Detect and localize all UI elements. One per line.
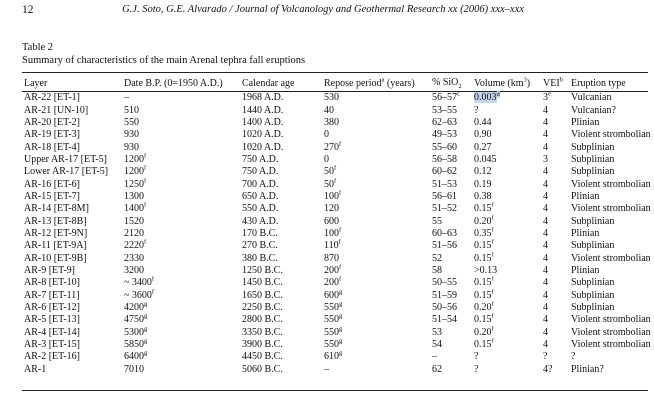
cell-vei: 4	[543, 326, 548, 338]
cell-repose: 100$^f$	[324, 189, 342, 202]
cell-layer: AR-15 [ET-7]	[24, 190, 81, 202]
cell-date: 5300$^g$	[124, 325, 148, 338]
cell-calendar: 650 A.D.	[242, 190, 279, 202]
header-row	[22, 75, 648, 92]
cell-sio2: 53	[432, 326, 442, 338]
journal-citation: G.J. Soto, G.E. Alvarado / Journal of Volcanology and Geothermal Research xx (2006) xxx–xxx	[122, 4, 524, 15]
cell-date: ~ 3400$^f$	[124, 276, 155, 289]
cell-vei: 4	[543, 252, 548, 264]
header-sio2: % SiO$_2$	[432, 76, 462, 90]
cell-date: 550	[124, 116, 139, 128]
cell-calendar: 750 A.D.	[242, 166, 279, 178]
cell-vei: 4	[543, 116, 548, 128]
cell-calendar: 3350 B.C.	[242, 326, 283, 338]
cell-sio2: 56–58	[432, 153, 457, 165]
cell-eruption-type: Violent strombolian	[571, 129, 651, 141]
cell-date: 6400$^g$	[124, 350, 148, 363]
cell-eruption-type: Subplinian	[571, 302, 615, 314]
cell-volume: 0.12	[474, 166, 492, 178]
cell-layer: AR-11 [ET-9A]	[24, 240, 87, 252]
cell-volume: 0.15$^f$	[474, 313, 494, 326]
cell-date: –	[124, 92, 129, 104]
cell-sio2: 53–55	[432, 104, 457, 116]
cell-repose: 120	[324, 203, 339, 215]
cell-vei: 4	[543, 277, 548, 289]
table-row	[22, 265, 648, 277]
table-bottom-rule	[22, 390, 648, 391]
cell-vei: 4	[543, 289, 548, 301]
cell-volume: 0.90	[474, 129, 492, 141]
table-row	[22, 302, 648, 314]
cell-vei: 4	[543, 264, 548, 276]
cell-layer: AR-8 [ET-10]	[24, 277, 81, 289]
cell-eruption-type: Plinian	[571, 116, 600, 128]
cell-date: 7010	[124, 363, 144, 375]
cell-repose: 550$^g$	[324, 337, 343, 351]
cell-volume: ?	[474, 104, 479, 116]
cell-volume: 0.045	[474, 153, 497, 165]
cell-calendar: 5060 B.C.	[242, 363, 283, 375]
cell-repose: 270$^f$	[324, 140, 342, 153]
table-row	[22, 339, 648, 351]
table-row	[22, 92, 648, 105]
cell-date: 1200$^f$	[124, 152, 147, 165]
cell-layer: AR-9 [ET-9]	[24, 264, 76, 276]
cell-volume: 0.20$^f$	[474, 214, 494, 227]
cell-eruption-type: Subplinian	[571, 215, 615, 227]
cell-sio2: 55–60	[432, 141, 457, 153]
cell-vei: 4	[543, 215, 548, 227]
cell-date: 4750$^g$	[124, 313, 148, 326]
page-number: 12	[22, 4, 34, 16]
cell-eruption-type: Violent strombolian	[571, 314, 651, 326]
cell-calendar: 1400 A.D.	[242, 116, 284, 128]
cell-date: 3200	[124, 264, 144, 276]
table-body	[22, 90, 651, 376]
cell-sio2: 50–55	[432, 277, 457, 289]
cell-repose: 550$^g$	[324, 300, 343, 314]
cell-repose: 0	[324, 153, 329, 165]
header-layer: Layer	[24, 77, 48, 89]
cell-vei: 4	[543, 227, 548, 239]
cell-date: 2220$^f$	[124, 238, 147, 252]
cell-calendar: 1450 B.C.	[242, 277, 283, 289]
cell-layer: AR-1	[24, 363, 47, 375]
header-calendar: Calendar age	[242, 77, 295, 89]
cell-sio2: 51–53	[432, 178, 457, 190]
cell-sio2: 56–57$^c$	[432, 90, 460, 104]
cell-vei: 4	[543, 190, 548, 202]
cell-repose: 40	[324, 104, 334, 116]
cell-eruption-type: Plinian	[571, 190, 600, 202]
table-row	[22, 117, 648, 129]
cell-layer: AR-2 [ET-16]	[24, 351, 81, 363]
cell-layer: AR-6 [ET-12]	[24, 302, 81, 314]
cell-layer: AR-7 [ET-11]	[24, 289, 80, 301]
cell-volume: 0.15$^f$	[474, 288, 494, 301]
running-head	[22, 4, 624, 20]
cell-date: 1520	[124, 215, 144, 227]
cell-volume: 0.003$^d$	[474, 90, 500, 104]
cell-volume: ?	[474, 363, 479, 375]
cell-repose: 610$^g$	[324, 350, 343, 363]
cell-eruption-type: Plinian	[571, 264, 600, 276]
cell-vei: 4	[543, 240, 548, 252]
cell-calendar: 700 A.D.	[242, 178, 279, 190]
table-row	[22, 252, 648, 264]
cell-layer: AR-21 [UN-10]	[24, 104, 89, 116]
table-row	[22, 104, 648, 116]
cell-layer: AR-19 [ET-3]	[24, 129, 81, 141]
cell-calendar: 3900 B.C.	[242, 339, 283, 351]
cell-vei: 4	[543, 141, 548, 153]
cell-eruption-type: Subplinian	[571, 153, 615, 165]
cell-volume: ?	[474, 351, 479, 363]
table-row	[22, 228, 648, 240]
cell-layer: Upper AR-17 [ET-5]	[24, 153, 107, 165]
table-row	[22, 327, 648, 339]
cell-repose: 530	[324, 92, 339, 104]
cell-eruption-type: Subplinian	[571, 166, 615, 178]
cell-eruption-type: Subplinian	[571, 289, 615, 301]
cell-eruption-type: Subplinian	[571, 141, 615, 153]
cell-sio2: 62–63	[432, 116, 457, 128]
cell-eruption-type: Subplinian	[571, 277, 615, 289]
cell-vei: 4	[543, 302, 548, 314]
cell-layer: AR-22 [ET-1]	[24, 92, 81, 104]
table-row	[22, 290, 648, 302]
cell-vei: 4	[543, 129, 548, 141]
cell-repose: 600	[324, 215, 339, 227]
cell-sio2: 54	[432, 339, 442, 351]
cell-calendar: 170 B.C.	[242, 227, 278, 239]
cell-repose: 200$^f$	[324, 263, 342, 276]
cell-calendar: 2250 B.C.	[242, 302, 283, 314]
cell-date: 2120	[124, 227, 144, 239]
cell-sio2: 56–61	[432, 190, 457, 202]
cell-eruption-type: Violent strombolian	[571, 203, 651, 215]
cell-eruption-type: Plinian?	[571, 363, 604, 375]
cell-layer: AR-3 [ET-15]	[24, 339, 81, 351]
cell-volume: >0.13	[474, 264, 498, 276]
cell-vei: 4?	[543, 363, 553, 375]
cell-sio2: 60–62	[432, 166, 457, 178]
cell-layer: AR-12 [ET-9N]	[24, 227, 88, 239]
cell-volume: 0.15$^f$	[474, 201, 494, 215]
cell-calendar: 1440 A.D.	[242, 104, 284, 116]
cell-calendar: 750 A.D.	[242, 153, 279, 165]
cell-vei: 3e	[543, 90, 551, 104]
cell-calendar: 2800 B.C.	[242, 314, 283, 326]
cell-layer: AR-5 [ET-13]	[24, 314, 81, 326]
cell-repose: 380	[324, 116, 339, 128]
cell-repose: 600$^g$	[324, 288, 343, 301]
cell-calendar: 4450 B.C.	[242, 351, 283, 363]
header-date: Date B.P. (0=1950 A.D.)	[124, 77, 223, 89]
cell-eruption-type: Vulcanian?	[571, 104, 616, 116]
cell-date: 5850$^g$	[124, 337, 148, 351]
cell-sio2: –	[432, 351, 437, 363]
cell-volume: 0.15$^f$	[474, 251, 494, 264]
cell-calendar: 380 B.C.	[242, 252, 278, 264]
cell-eruption-type: Vulcanian	[571, 92, 612, 104]
table-title: Summary of characteristics of the main Arenal tephra fall eruptions	[22, 54, 306, 66]
cell-volume: 0.38	[474, 190, 492, 202]
cell-date: 1300	[124, 190, 144, 202]
cell-repose: 870	[324, 252, 339, 264]
cell-repose: 100$^f$	[324, 226, 342, 239]
cell-calendar: 1020 A.D.	[242, 129, 284, 141]
table-top-rule	[22, 72, 648, 73]
cell-date: 1250$^f$	[124, 177, 147, 190]
table-row	[22, 178, 648, 190]
header-volume: Volume $(km^3)$	[474, 76, 531, 89]
cell-sio2: 52	[432, 252, 442, 264]
cell-volume: 0.15$^f$	[474, 276, 494, 289]
cell-vei: ?	[543, 351, 548, 363]
cell-eruption-type: Subplinian	[571, 240, 615, 252]
cell-sio2: 51–54	[432, 314, 457, 326]
cell-layer: AR-13 [ET-8B]	[24, 215, 87, 227]
cell-eruption-type: ?	[571, 351, 576, 363]
cell-date: ~ 3600$^f$	[124, 288, 155, 301]
cell-calendar: 1020 A.D.	[242, 141, 284, 153]
cell-calendar: 430 A.D.	[242, 215, 279, 227]
header-vei: VEI$^b$	[543, 76, 563, 89]
cell-sio2: 62	[432, 363, 442, 375]
cell-vei: 4	[543, 339, 548, 351]
cell-layer: AR-14 [ET-8M]	[24, 203, 89, 215]
cell-layer: AR-4 [ET-14]	[24, 326, 81, 338]
cell-date: 2330	[124, 252, 144, 264]
cell-eruption-type: Violent strombolian	[571, 252, 651, 264]
cell-date: 1200$^f$	[124, 164, 147, 178]
cell-repose: 0	[324, 129, 329, 141]
cell-volume: 0.27	[474, 141, 492, 153]
cell-vei: 3	[543, 153, 548, 165]
cell-vei: 4	[543, 166, 548, 178]
cell-repose: 200$^f$	[324, 276, 342, 289]
cell-vei: 4	[543, 178, 548, 190]
cell-eruption-type: Violent strombolian	[571, 178, 651, 190]
cell-repose: 550$^g$	[324, 313, 343, 326]
table-row	[22, 203, 648, 215]
cell-volume: 0.35$^f$	[474, 226, 494, 239]
table-row	[22, 277, 648, 289]
cell-date: 1400$^f$	[124, 201, 147, 215]
cell-date: 930	[124, 141, 139, 153]
cell-calendar: 550 A.D.	[242, 203, 279, 215]
cell-layer: AR-10 [ET-9B]	[24, 252, 87, 264]
cell-volume: 0.20$^f$	[474, 325, 494, 338]
cell-volume: 0.20$^f$	[474, 300, 494, 314]
cell-layer: Lower AR-17 [ET-5]	[24, 166, 109, 178]
cell-calendar: 1968 A.D.	[242, 92, 284, 104]
cell-layer: AR-16 [ET-6]	[24, 178, 81, 190]
cell-date: 510	[124, 104, 139, 116]
cell-eruption-type: Plinian	[571, 227, 600, 239]
table-row	[22, 351, 648, 363]
table-row	[22, 240, 648, 252]
cell-repose: 550$^g$	[324, 325, 343, 338]
table-row	[22, 141, 648, 153]
eruptions-table	[22, 75, 651, 376]
cell-sio2: 50–56	[432, 302, 457, 314]
cell-repose: 50$^f$	[324, 164, 337, 178]
table-label: Table 2	[22, 42, 54, 53]
table-row	[22, 364, 648, 376]
cell-repose: 110$^f$	[324, 238, 341, 252]
cell-sio2: 58	[432, 264, 442, 276]
cell-date: 930	[124, 129, 139, 141]
cell-sio2: 51–56	[432, 240, 457, 252]
cell-sio2: 55	[432, 215, 442, 227]
cell-sio2: 60–63	[432, 227, 457, 239]
cell-sio2: 51–52	[432, 203, 457, 215]
cell-calendar: 270 B.C.	[242, 240, 278, 252]
cell-layer: AR-20 [ET-2]	[24, 116, 81, 128]
cell-vei: 4	[543, 203, 548, 215]
table-row	[22, 215, 648, 227]
cell-date: 4200$^g$	[124, 300, 148, 314]
cell-eruption-type: Violent strombolian	[571, 326, 651, 338]
cell-volume: 0.15$^f$	[474, 238, 494, 252]
cell-repose: 50$^f$	[324, 177, 337, 190]
cell-volume: 0.15$^f$	[474, 337, 494, 351]
header-repose: Repose period$^a$ (years)	[324, 76, 415, 89]
cell-vei: 4	[543, 314, 548, 326]
cell-calendar: 1250 B.C.	[242, 264, 283, 276]
table-row	[22, 129, 648, 141]
table-caption	[22, 42, 305, 67]
cell-repose: –	[324, 363, 329, 375]
cell-calendar: 1650 B.C.	[242, 289, 283, 301]
table-row	[22, 191, 648, 203]
cell-eruption-type: Violent strombolian	[571, 339, 651, 351]
cell-volume: 0.19	[474, 178, 492, 190]
header-eruption-type: Eruption type	[571, 77, 626, 89]
cell-sio2: 49–53	[432, 129, 457, 141]
cell-volume: 0.44	[474, 116, 492, 128]
cell-sio2: 51–59	[432, 289, 457, 301]
cell-layer: AR-18 [ET-4]	[24, 141, 81, 153]
table-row	[22, 314, 648, 326]
cell-vei: 4	[543, 104, 548, 116]
